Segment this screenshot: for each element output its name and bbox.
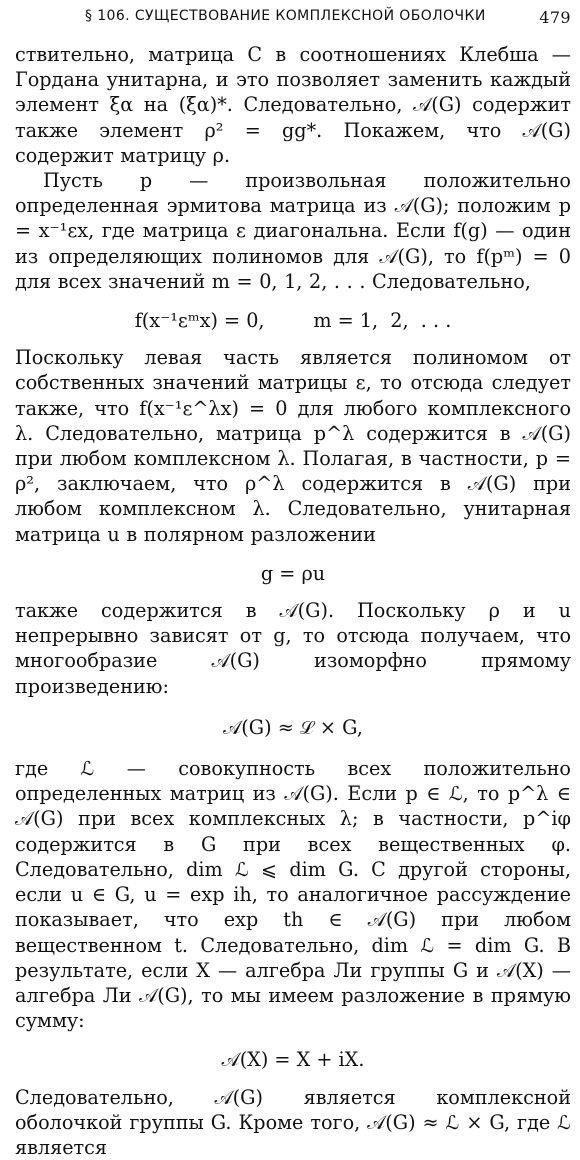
paragraph-3: Поскольку левая часть является полиномом от собственных значений матрицы ε, то отсюда следует также, что f(x⁻¹ε^λx) = 0 для любого комплексного λ. Следовательно, матрица p^λ содержится в 𝒜(G) при любом комплексном λ. Полагая, в частности, p = ρ², заключаем, что ρ^λ содержится в 𝒜(G) при любом комплексном λ. Следовательно, унитарная матрица u в полярном разложении	[15, 346, 571, 546]
paragraph-5: где ℒ — совокупность всех положительно определенных матриц из 𝒜(G). Если p ∈ ℒ, то p^λ ∈ 𝒜(G) при всех комплексных λ; в частности, p^iφ содержится в G при всех вещественных φ. Следовательно, dim ℒ ⩽ dim G. С другой стороны, если u ∈ G, u = exp ih, то аналогичное рассуждение показывает, что exp th ∈ 𝒜(G) при любом вещественном t. Следовательно, dim ℒ = dim G. В результате, если X — алгебра Ли группы G и 𝒜(X) — алгебра Ли 𝒜(G), то мы имеем разложение в прямую сумму:	[15, 757, 571, 1033]
formula-direct-product: 𝒜(G) ≈ ℒ × G,	[223, 715, 363, 739]
paragraph-4: также содержится в 𝒜(G). Поскольку ρ и u непрерывно зависят от g, то отсюда получаем, что многообразие 𝒜(G) изоморфно прямому произведению:	[15, 599, 571, 698]
paragraph-1: ствительно, матрица C в соотношениях Клебша — Гордана унитарна, и это позволяет заменить каждый элемент ξα на (ξα)*. Следовательно, 𝒜(G) содержит также элемент ρ² = gg*. Покажем, что 𝒜(G) содержит матрицу ρ.	[15, 43, 571, 167]
page-number: 479	[539, 8, 571, 27]
formula-polynomial: f(x⁻¹εᵐx) = 0, m = 1, 2, . . .	[134, 309, 452, 333]
formula-direct-sum: 𝒜(X) = X + iX.	[221, 1048, 365, 1072]
book-page	[15, 6, 571, 1160]
running-title: § 106. СУЩЕСТВОВАНИЕ КОМПЛЕКСНОЙ ОБОЛОЧКИ	[85, 8, 486, 24]
page-header	[15, 6, 571, 42]
paragraph-2: Пусть p — произвольная положительно определенная эрмитова матрица из 𝒜(G); положим p = x⁻¹εx, где матрица ε диагональна. Если f(g) — один из определяющих полиномов для 𝒜(G), то f(pᵐ) = 0 для всех значений m = 0, 1, 2, . . . Следовательно,	[15, 169, 571, 293]
formula-polar-decomposition: g = ρu	[260, 561, 326, 585]
paragraph-6: Следовательно, 𝒜(G) является комплексной оболочкой группы G. Кроме того, 𝒜(G) ≈ ℒ × G, где ℒ является	[15, 1085, 571, 1159]
